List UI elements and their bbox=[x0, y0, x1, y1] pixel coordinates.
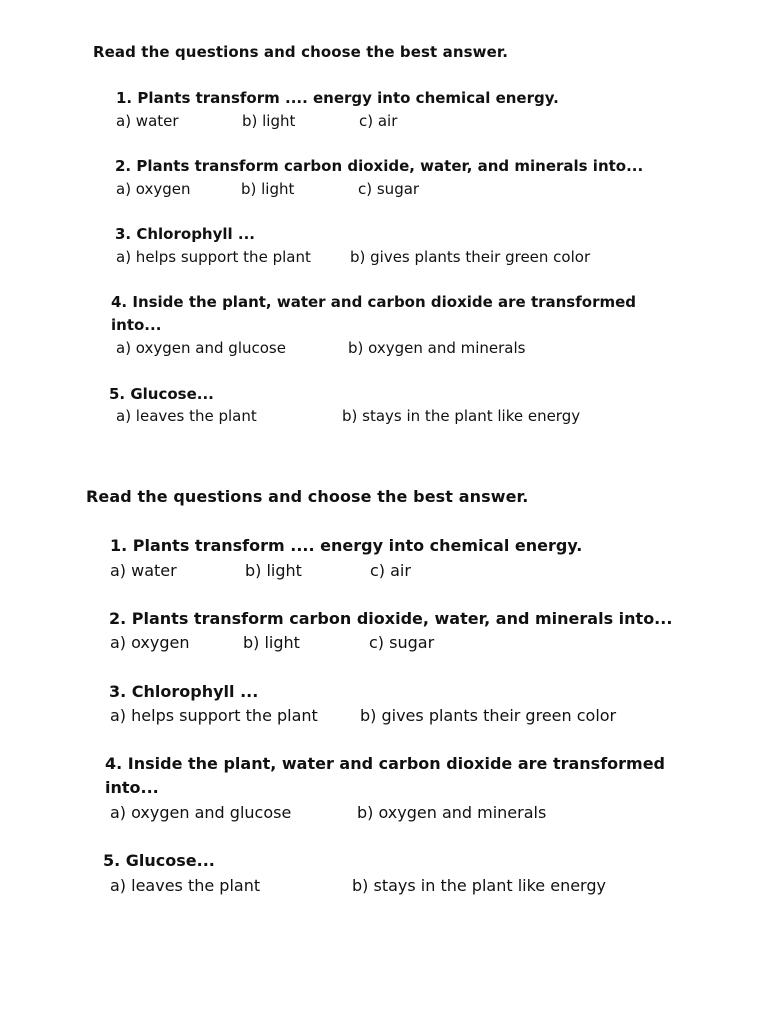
option-2b: b) light bbox=[241, 180, 295, 198]
question-2: 2. Plants transform carbon dioxide, water, and minerals into... bbox=[109, 609, 673, 628]
question-1: 1. Plants transform .... energy into chemical energy. bbox=[116, 89, 559, 107]
question-4-line2: into... bbox=[111, 316, 162, 334]
option-2c: c) sugar bbox=[369, 633, 435, 652]
option-5b: b) stays in the plant like energy bbox=[342, 407, 581, 425]
option-2a: a) oxygen bbox=[116, 180, 191, 198]
option-3b: b) gives plants their green color bbox=[350, 248, 591, 266]
question-3: 3. Chlorophyll ... bbox=[109, 682, 259, 701]
option-4b: b) oxygen and minerals bbox=[348, 339, 526, 357]
instruction-heading: Read the questions and choose the best answer. bbox=[86, 487, 529, 506]
option-3b: b) gives plants their green color bbox=[360, 706, 617, 725]
question-4-line2: into... bbox=[105, 778, 159, 797]
instruction-heading: Read the questions and choose the best answer. bbox=[93, 43, 509, 61]
option-2b: b) light bbox=[243, 633, 300, 652]
question-2: 2. Plants transform carbon dioxide, water, and minerals into... bbox=[115, 157, 644, 175]
option-4a: a) oxygen and glucose bbox=[116, 339, 286, 357]
option-1a: a) water bbox=[116, 112, 179, 130]
option-5a: a) leaves the plant bbox=[110, 876, 261, 895]
option-5b: b) stays in the plant like energy bbox=[352, 876, 606, 895]
option-1c: c) air bbox=[370, 561, 411, 580]
option-1b: b) light bbox=[242, 112, 296, 130]
option-2a: a) oxygen bbox=[110, 633, 190, 652]
question-3: 3. Chlorophyll ... bbox=[115, 225, 255, 243]
option-2c: c) sugar bbox=[358, 180, 420, 198]
option-4b: b) oxygen and minerals bbox=[357, 803, 547, 822]
option-5a: a) leaves the plant bbox=[116, 407, 257, 425]
option-1b: b) light bbox=[245, 561, 302, 580]
question-1: 1. Plants transform .... energy into chemical energy. bbox=[110, 536, 583, 555]
question-5: 5. Glucose... bbox=[109, 385, 214, 403]
option-1a: a) water bbox=[110, 561, 177, 580]
option-3a: a) helps support the plant bbox=[116, 248, 311, 266]
question-4-line1: 4. Inside the plant, water and carbon dioxide are transformed bbox=[105, 754, 666, 773]
option-4a: a) oxygen and glucose bbox=[110, 803, 292, 822]
option-3a: a) helps support the plant bbox=[110, 706, 318, 725]
option-1c: c) air bbox=[359, 112, 398, 130]
question-5: 5. Glucose... bbox=[103, 851, 215, 870]
question-4-line1: 4. Inside the plant, water and carbon dioxide are transformed bbox=[111, 293, 637, 311]
